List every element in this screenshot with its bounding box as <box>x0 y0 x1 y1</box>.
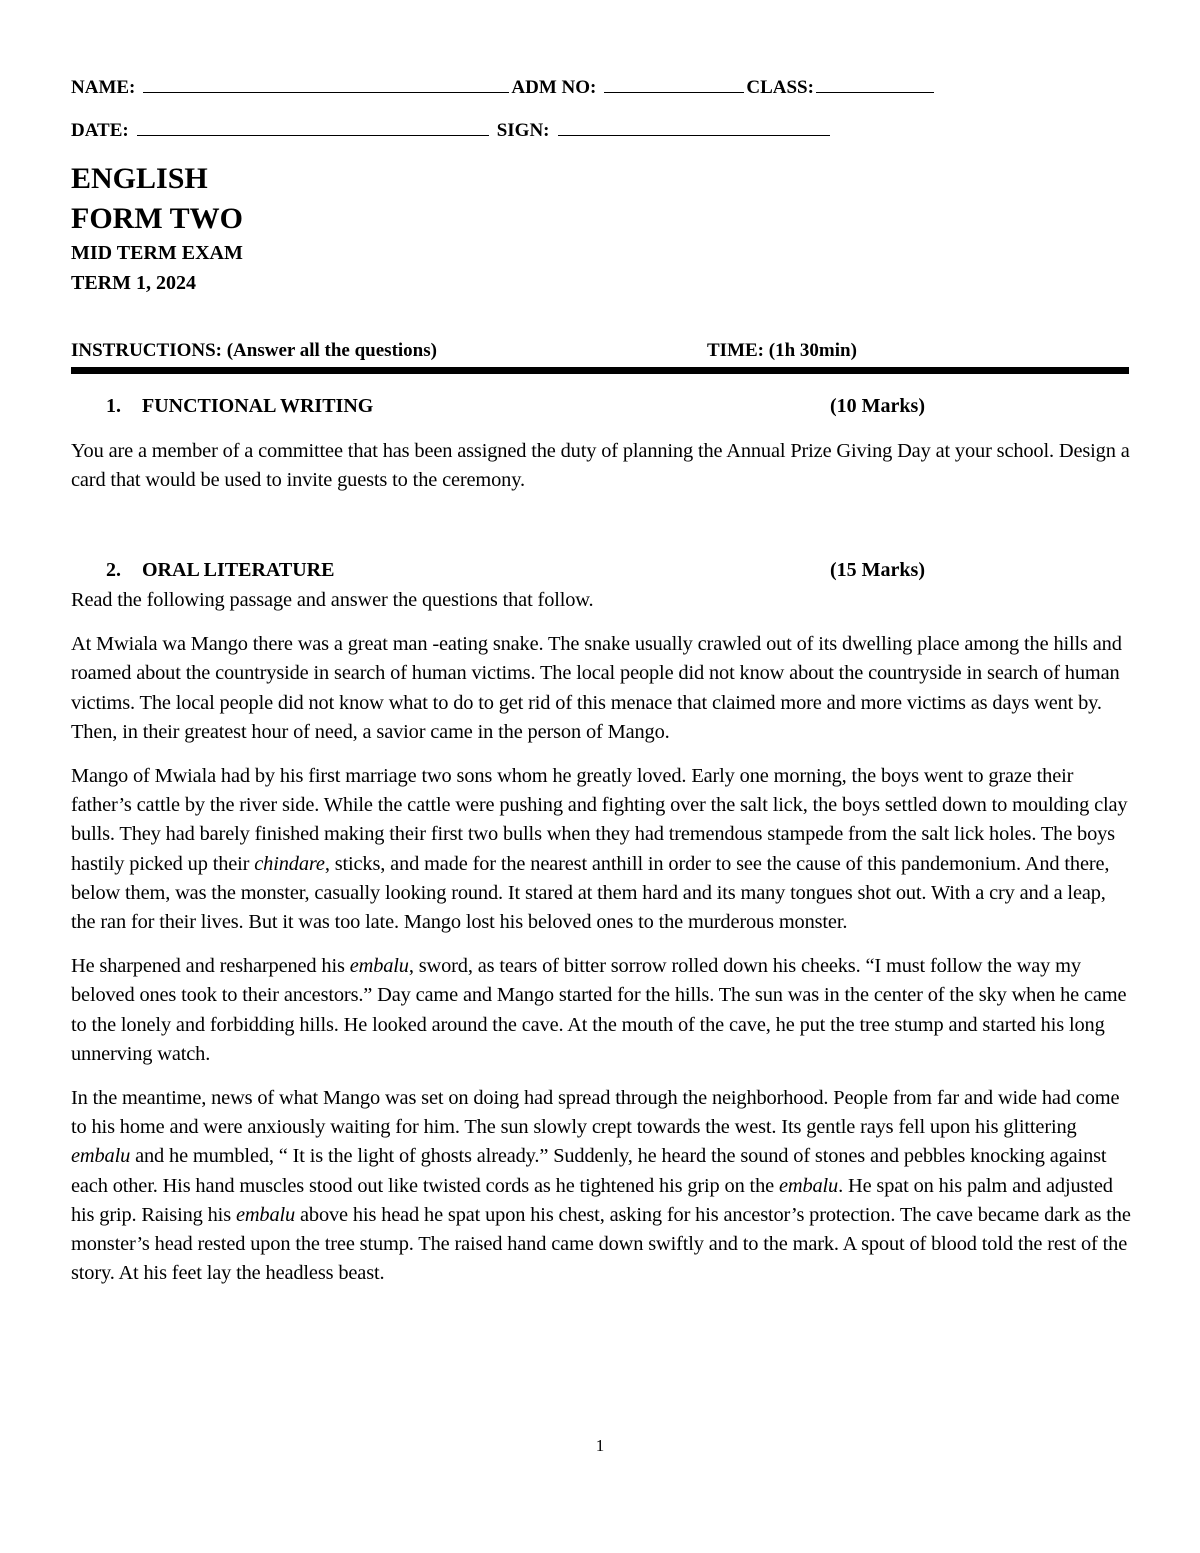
q1-number: 1. <box>106 395 121 417</box>
adm-field[interactable] <box>604 74 744 93</box>
passage-paragraph-3 <box>71 952 1133 1069</box>
class-label: CLASS: <box>746 77 814 98</box>
subject-title: ENGLISH <box>71 162 208 195</box>
q1-marks: (10 Marks) <box>830 395 925 417</box>
q2-title: ORAL LITERATURE <box>142 559 335 581</box>
italic-term: embalu <box>349 955 409 978</box>
header-divider <box>71 367 1129 374</box>
name-label: NAME: <box>71 77 136 98</box>
text-run: Mango of Mwiala had by his first marriage two sons whom he greatly loved. Early one morning, the boys went to graze their father’s cattle by the river side. While the cattle were pushing and fighting over the salt lick, the boys settled down to moulding clay bulls. They had barely finished making their first two bulls when they had tremendous stampede from the salt lick holes. The boys hastily picked up their <box>71 765 1128 875</box>
date-field[interactable] <box>137 117 489 136</box>
instructions-text: INSTRUCTIONS: (Answer all the questions) <box>71 340 437 361</box>
text-run: and he mumbled, “ It is the light of ghosts already.” Suddenly, he heard the sound of stones and pebbles knocking against each other. His hand muscles stood out like twisted cords as he tightened his grip on the <box>71 1145 1107 1197</box>
name-field[interactable] <box>143 74 509 93</box>
header-row-2 <box>71 117 830 142</box>
text-run: above his head he spat upon his chest, asking for his ancestor’s protection. The cave became dark as the monster’s head rested upon the tree stump. The raised hand came down swiftly and to the mark. A spout of blood told the rest of the story. At his feet lay the headless beast. <box>71 1203 1131 1285</box>
q2-marks: (15 Marks) <box>830 559 925 581</box>
passage <box>71 586 1133 1288</box>
italic-term: embalu <box>71 1145 131 1168</box>
text-run: He sharpened and resharpened his <box>71 955 350 978</box>
q1-body <box>71 437 1133 495</box>
exam-title: MID TERM EXAM <box>71 242 243 264</box>
passage-paragraph-4 <box>71 1084 1133 1288</box>
sign-label: SIGN: <box>496 120 550 141</box>
text-run: , sword, as tears of bitter sorrow rolled down his cheeks. “I must follow the way my beloved ones took to their ancestors.” Day came and Mango started for the hills. The sun was in the center of the sky when he came to the lonely and forbidding hills. He looked around the cave. At the mouth of the cave, he put the tree stump and started his long unnerving watch. <box>71 955 1127 1065</box>
text-run: . He spat on his palm and adjusted his grip. Raising his <box>71 1174 1113 1226</box>
header-row-1 <box>71 74 934 99</box>
term-title: TERM 1, 2024 <box>71 272 196 294</box>
form-title: FORM TWO <box>71 202 243 235</box>
adm-label: ADM NO: <box>511 77 597 98</box>
passage-paragraph-1: At Mwiala wa Mango there was a great man -eating snake. The snake usually crawled out of its dwelling place among the hills and roamed about the countryside in search of human victims. The local people did not know about the countryside in search of human victims. The local people did not know what to do to get rid of this menace that claimed more and more victims as days went by. Then, in their greatest hour of need, a savior came in the person of Mango. <box>71 633 1122 743</box>
text-run: , sticks, and made for the nearest anthill in order to see the cause of this pandemonium. And there, below them, was the monster, casually looking round. It stared at them hard and its many tongues shot out. With a cry and a leap, the ran for their lives. But it was too late. Mango lost his beloved ones to the murderous monster. <box>71 852 1110 934</box>
q1-prompt: You are a member of a committee that has been assigned the duty of planning the Annual Prize Giving Day at your school. Design a card that would be used to invite guests to the ceremony. <box>71 440 1130 492</box>
italic-term: chindare <box>254 852 325 875</box>
italic-term: embalu <box>235 1203 296 1226</box>
italic-term: embalu <box>778 1174 839 1197</box>
passage-intro: Read the following passage and answer the questions that follow. <box>71 589 594 611</box>
passage-paragraph-2 <box>71 762 1133 937</box>
q2-number: 2. <box>106 559 121 581</box>
class-field[interactable] <box>816 74 934 93</box>
time-text: TIME: (1h 30min) <box>707 340 857 361</box>
page-number: 1 <box>595 1436 605 1455</box>
q1-title: FUNCTIONAL WRITING <box>142 395 374 417</box>
sign-field[interactable] <box>558 117 830 136</box>
text-run: In the meantime, news of what Mango was set on doing had spread through the neighborhood. People from far and wide had come to his home and were anxiously waiting for him. The sun slowly crept towards the west. Its gentle rays fell upon his glittering <box>71 1087 1120 1139</box>
date-label: DATE: <box>71 120 129 141</box>
